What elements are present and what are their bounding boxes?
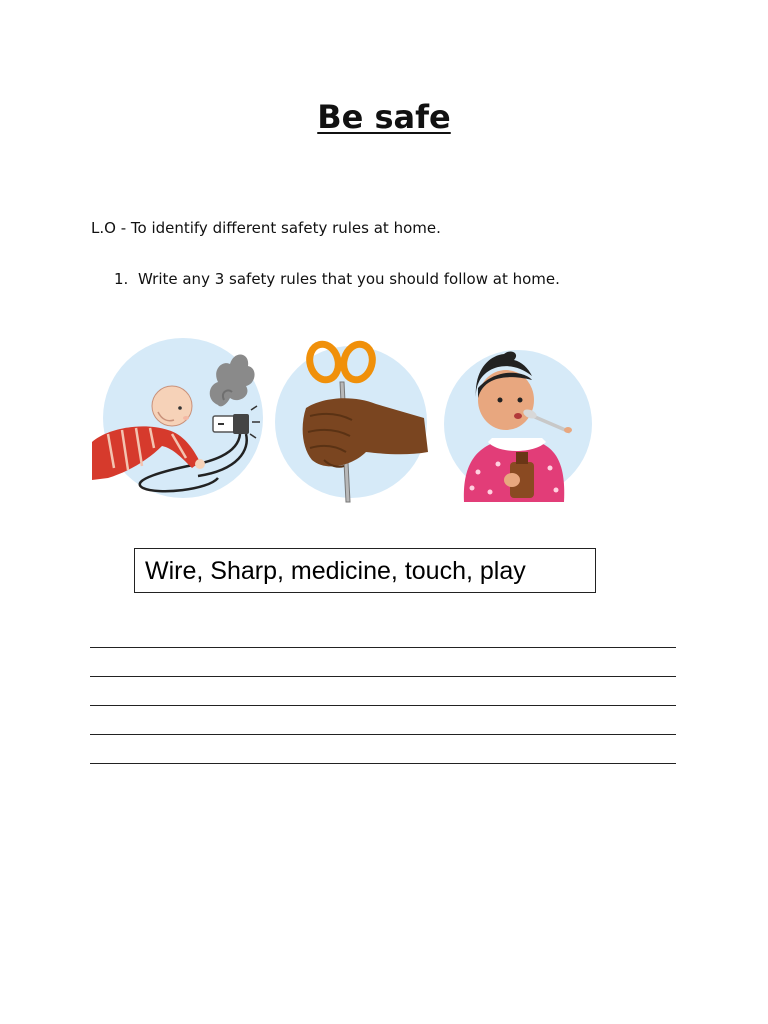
learning-objective: L.O - To identify different safety rules at home. — [91, 219, 441, 237]
answer-line-4[interactable] — [90, 706, 676, 735]
question-text: Write any 3 safety rules that you should follow at home. — [138, 270, 560, 288]
answer-line-5[interactable] — [90, 735, 676, 764]
question-number: 1. — [114, 270, 129, 288]
baby-touching-socket-icon — [88, 330, 268, 510]
illustration-row — [88, 330, 598, 510]
answer-line-1[interactable] — [90, 633, 676, 648]
question-1 — [114, 270, 560, 288]
answer-lines — [90, 633, 676, 764]
hand-holding-scissors-icon — [266, 330, 436, 510]
word-bank-box: Wire, Sharp, medicine, touch, play — [134, 548, 596, 593]
answer-line-2[interactable] — [90, 648, 676, 677]
worksheet-title: Be safe — [317, 98, 451, 136]
child-taking-medicine-icon — [438, 342, 598, 512]
answer-line-3[interactable] — [90, 677, 676, 706]
